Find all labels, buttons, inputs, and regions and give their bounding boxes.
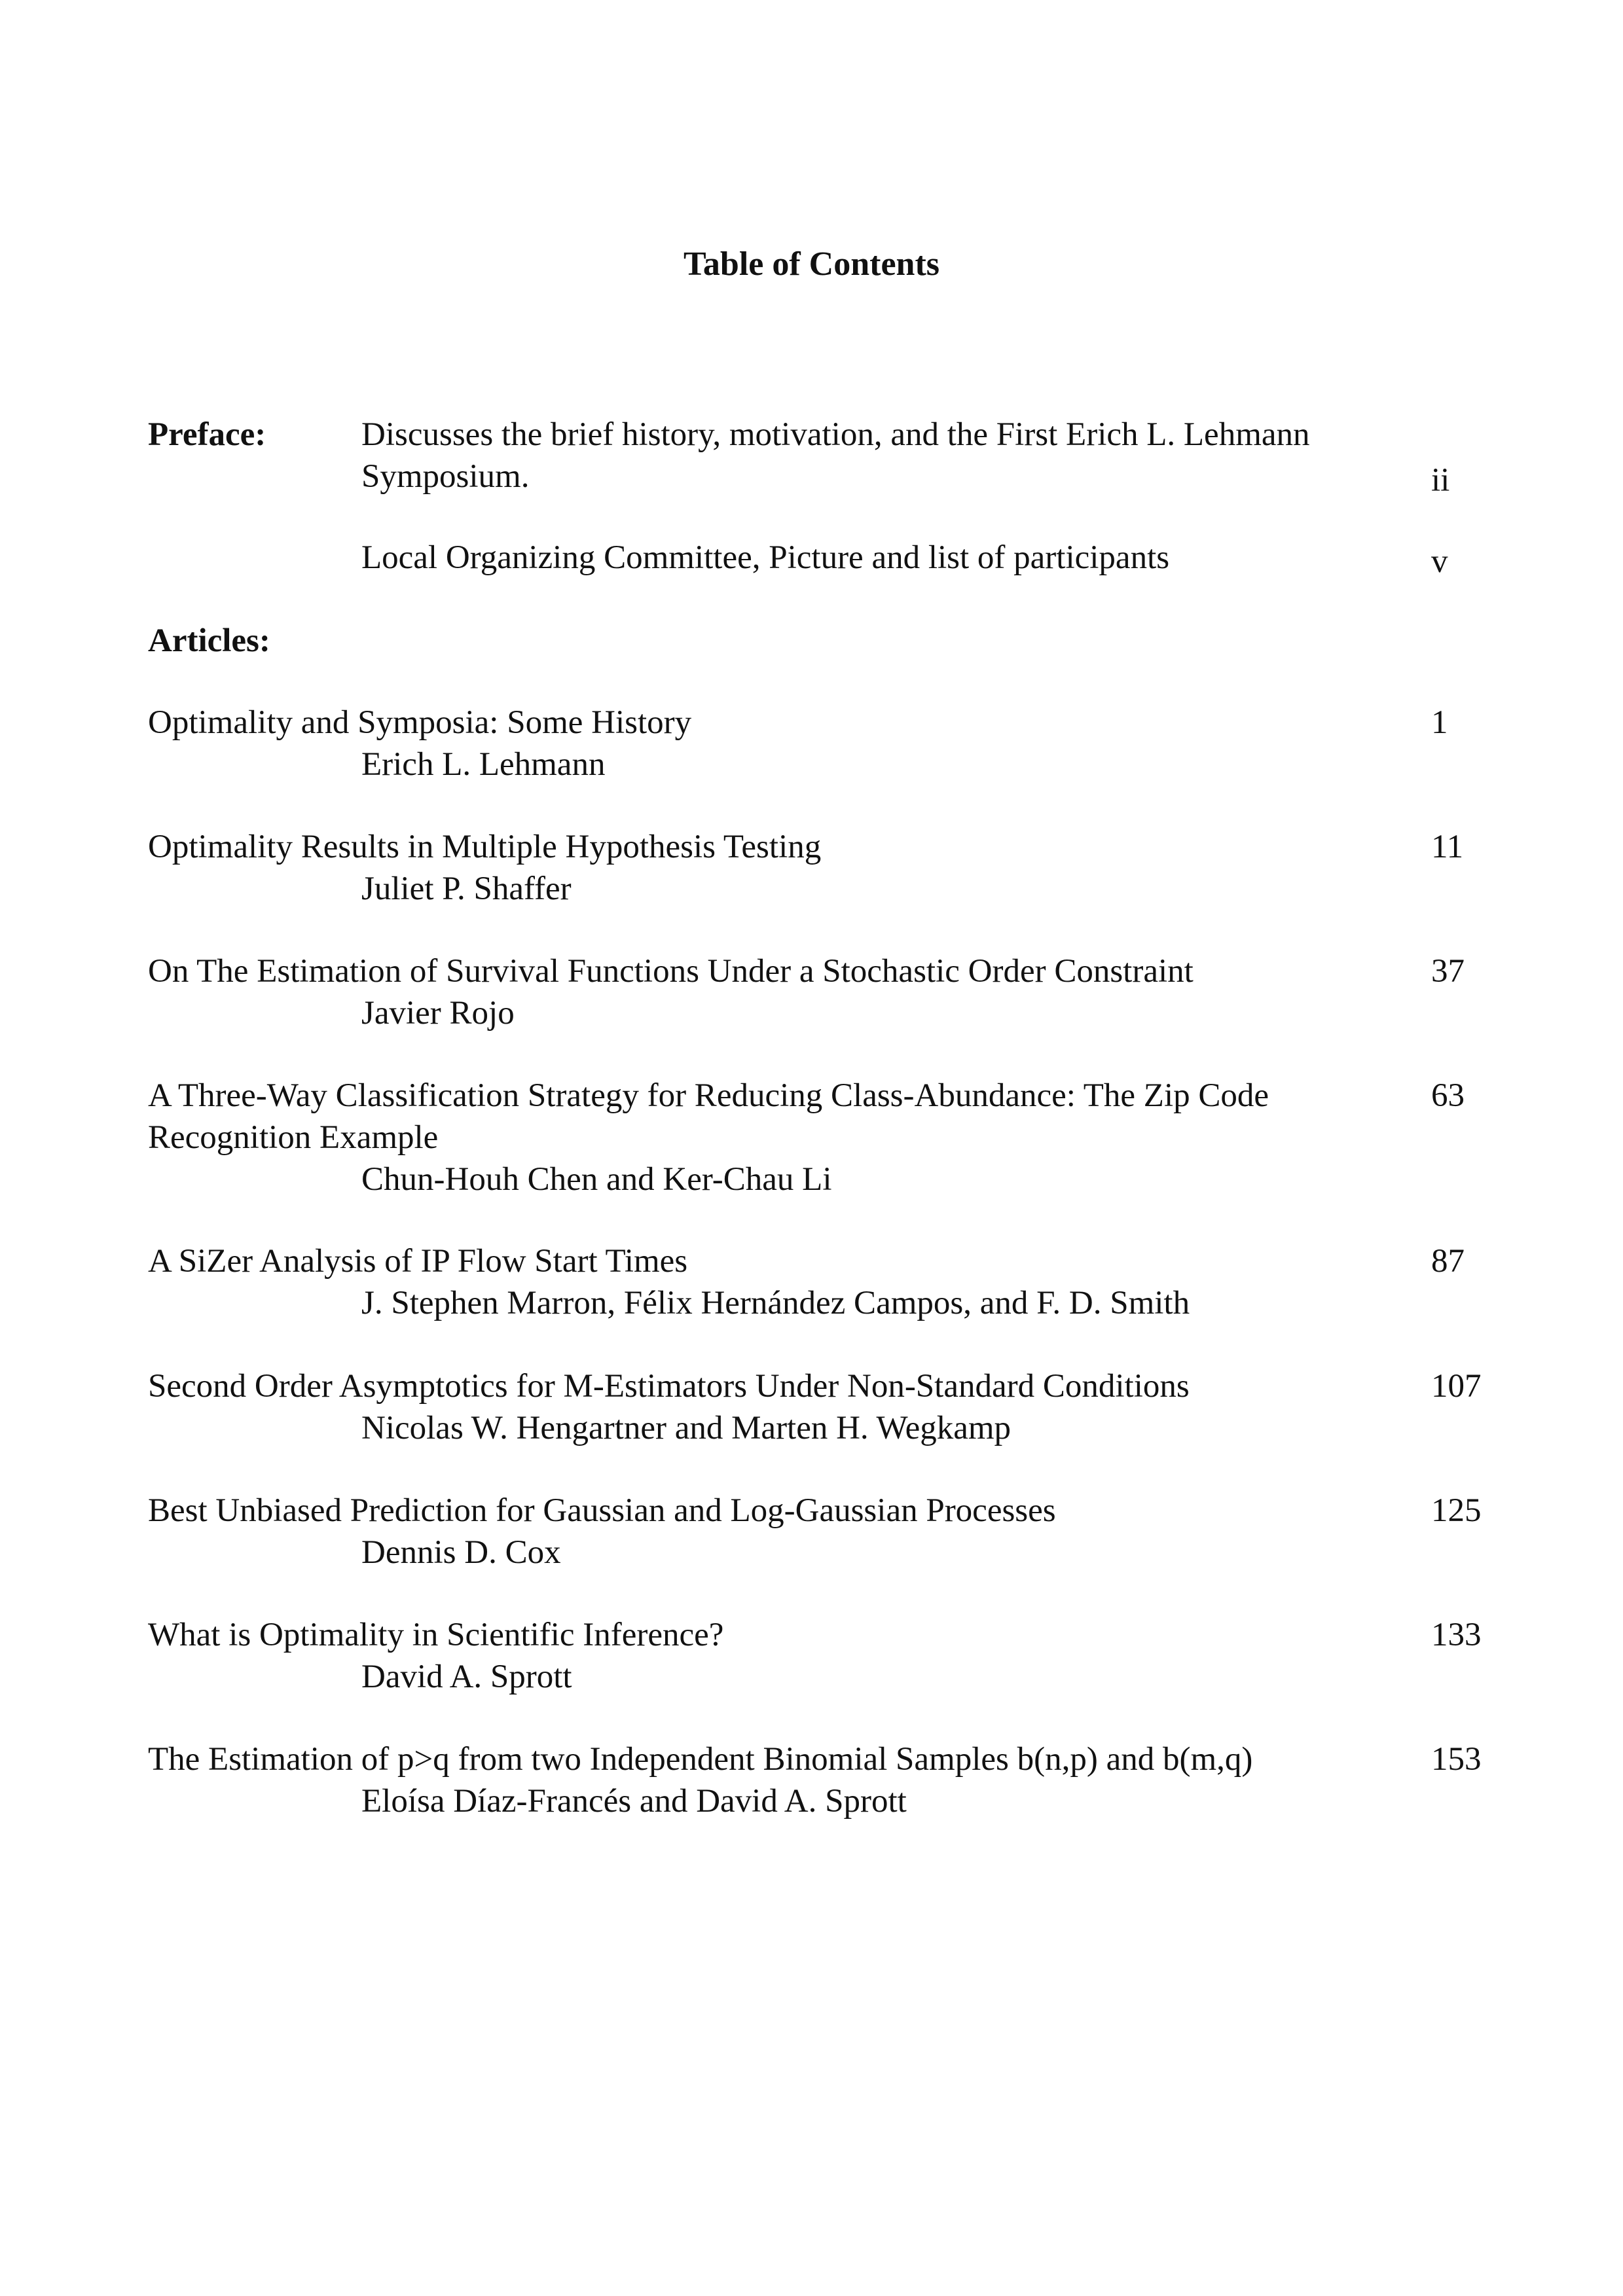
article-6-title: Second Order Asymptotics for M-Estimators Under Non-Standard Conditions bbox=[148, 1368, 1190, 1405]
article-4-page: 63 bbox=[1431, 1077, 1465, 1114]
article-6-page: 107 bbox=[1431, 1368, 1482, 1405]
preface-entry-2-page: v bbox=[1431, 543, 1448, 580]
article-1-page: 1 bbox=[1431, 704, 1448, 741]
article-4-title: A Three-Way Classification Strategy for Reducing Class-Abundance: The Zip Code bbox=[148, 1077, 1269, 1114]
article-8-page: 133 bbox=[1431, 1617, 1482, 1653]
article-1-title: Optimality and Symposia: Some History bbox=[148, 704, 692, 741]
article-4-authors: Chun-Houh Chen and Ker-Chau Li bbox=[361, 1161, 832, 1198]
preface-entry-2: Local Organizing Committee, Picture and list of participants bbox=[361, 539, 1170, 576]
article-3-authors: Javier Rojo bbox=[361, 995, 515, 1031]
article-5-page: 87 bbox=[1431, 1243, 1465, 1280]
article-3-title: On The Estimation of Survival Functions Under a Stochastic Order Constraint bbox=[148, 953, 1194, 990]
article-2-authors: Juliet P. Shaffer bbox=[361, 870, 572, 907]
article-1-authors: Erich L. Lehmann bbox=[361, 746, 606, 783]
page-title: Table of Contents bbox=[683, 245, 939, 283]
preface-entry-1-line1: Discusses the brief history, motivation, and the First Erich L. Lehmann bbox=[361, 416, 1310, 453]
article-2-title: Optimality Results in Multiple Hypothesis Testing bbox=[148, 829, 822, 865]
article-6-authors: Nicolas W. Hengartner and Marten H. Wegkamp bbox=[361, 1410, 1012, 1446]
article-9-page: 153 bbox=[1431, 1741, 1482, 1778]
preface-entry-1-line2: Symposium. bbox=[361, 458, 530, 495]
article-7-title: Best Unbiased Prediction for Gaussian and Log-Gaussian Processes bbox=[148, 1492, 1056, 1529]
article-5-authors: J. Stephen Marron, Félix Hernández Campos, and F. D. Smith bbox=[361, 1285, 1190, 1321]
article-9-title: The Estimation of p>q from two Independent Binomial Samples b(n,p) and b(m,q) bbox=[148, 1741, 1253, 1778]
article-3-page: 37 bbox=[1431, 953, 1465, 990]
article-8-authors: David A. Sprott bbox=[361, 1659, 572, 1695]
article-7-authors: Dennis D. Cox bbox=[361, 1534, 561, 1571]
article-5-title: A SiZer Analysis of IP Flow Start Times bbox=[148, 1243, 688, 1280]
article-2-page: 11 bbox=[1431, 829, 1464, 865]
article-7-page: 125 bbox=[1431, 1492, 1482, 1529]
preface-entry-1-page: ii bbox=[1431, 462, 1450, 499]
article-4-title-line2: Recognition Example bbox=[148, 1119, 439, 1156]
articles-label: Articles: bbox=[148, 622, 270, 659]
article-9-authors: Eloísa Díaz-Francés and David A. Sprott bbox=[361, 1783, 907, 1820]
article-8-title: What is Optimality in Scientific Inference? bbox=[148, 1617, 724, 1653]
preface-label: Preface: bbox=[148, 416, 266, 453]
